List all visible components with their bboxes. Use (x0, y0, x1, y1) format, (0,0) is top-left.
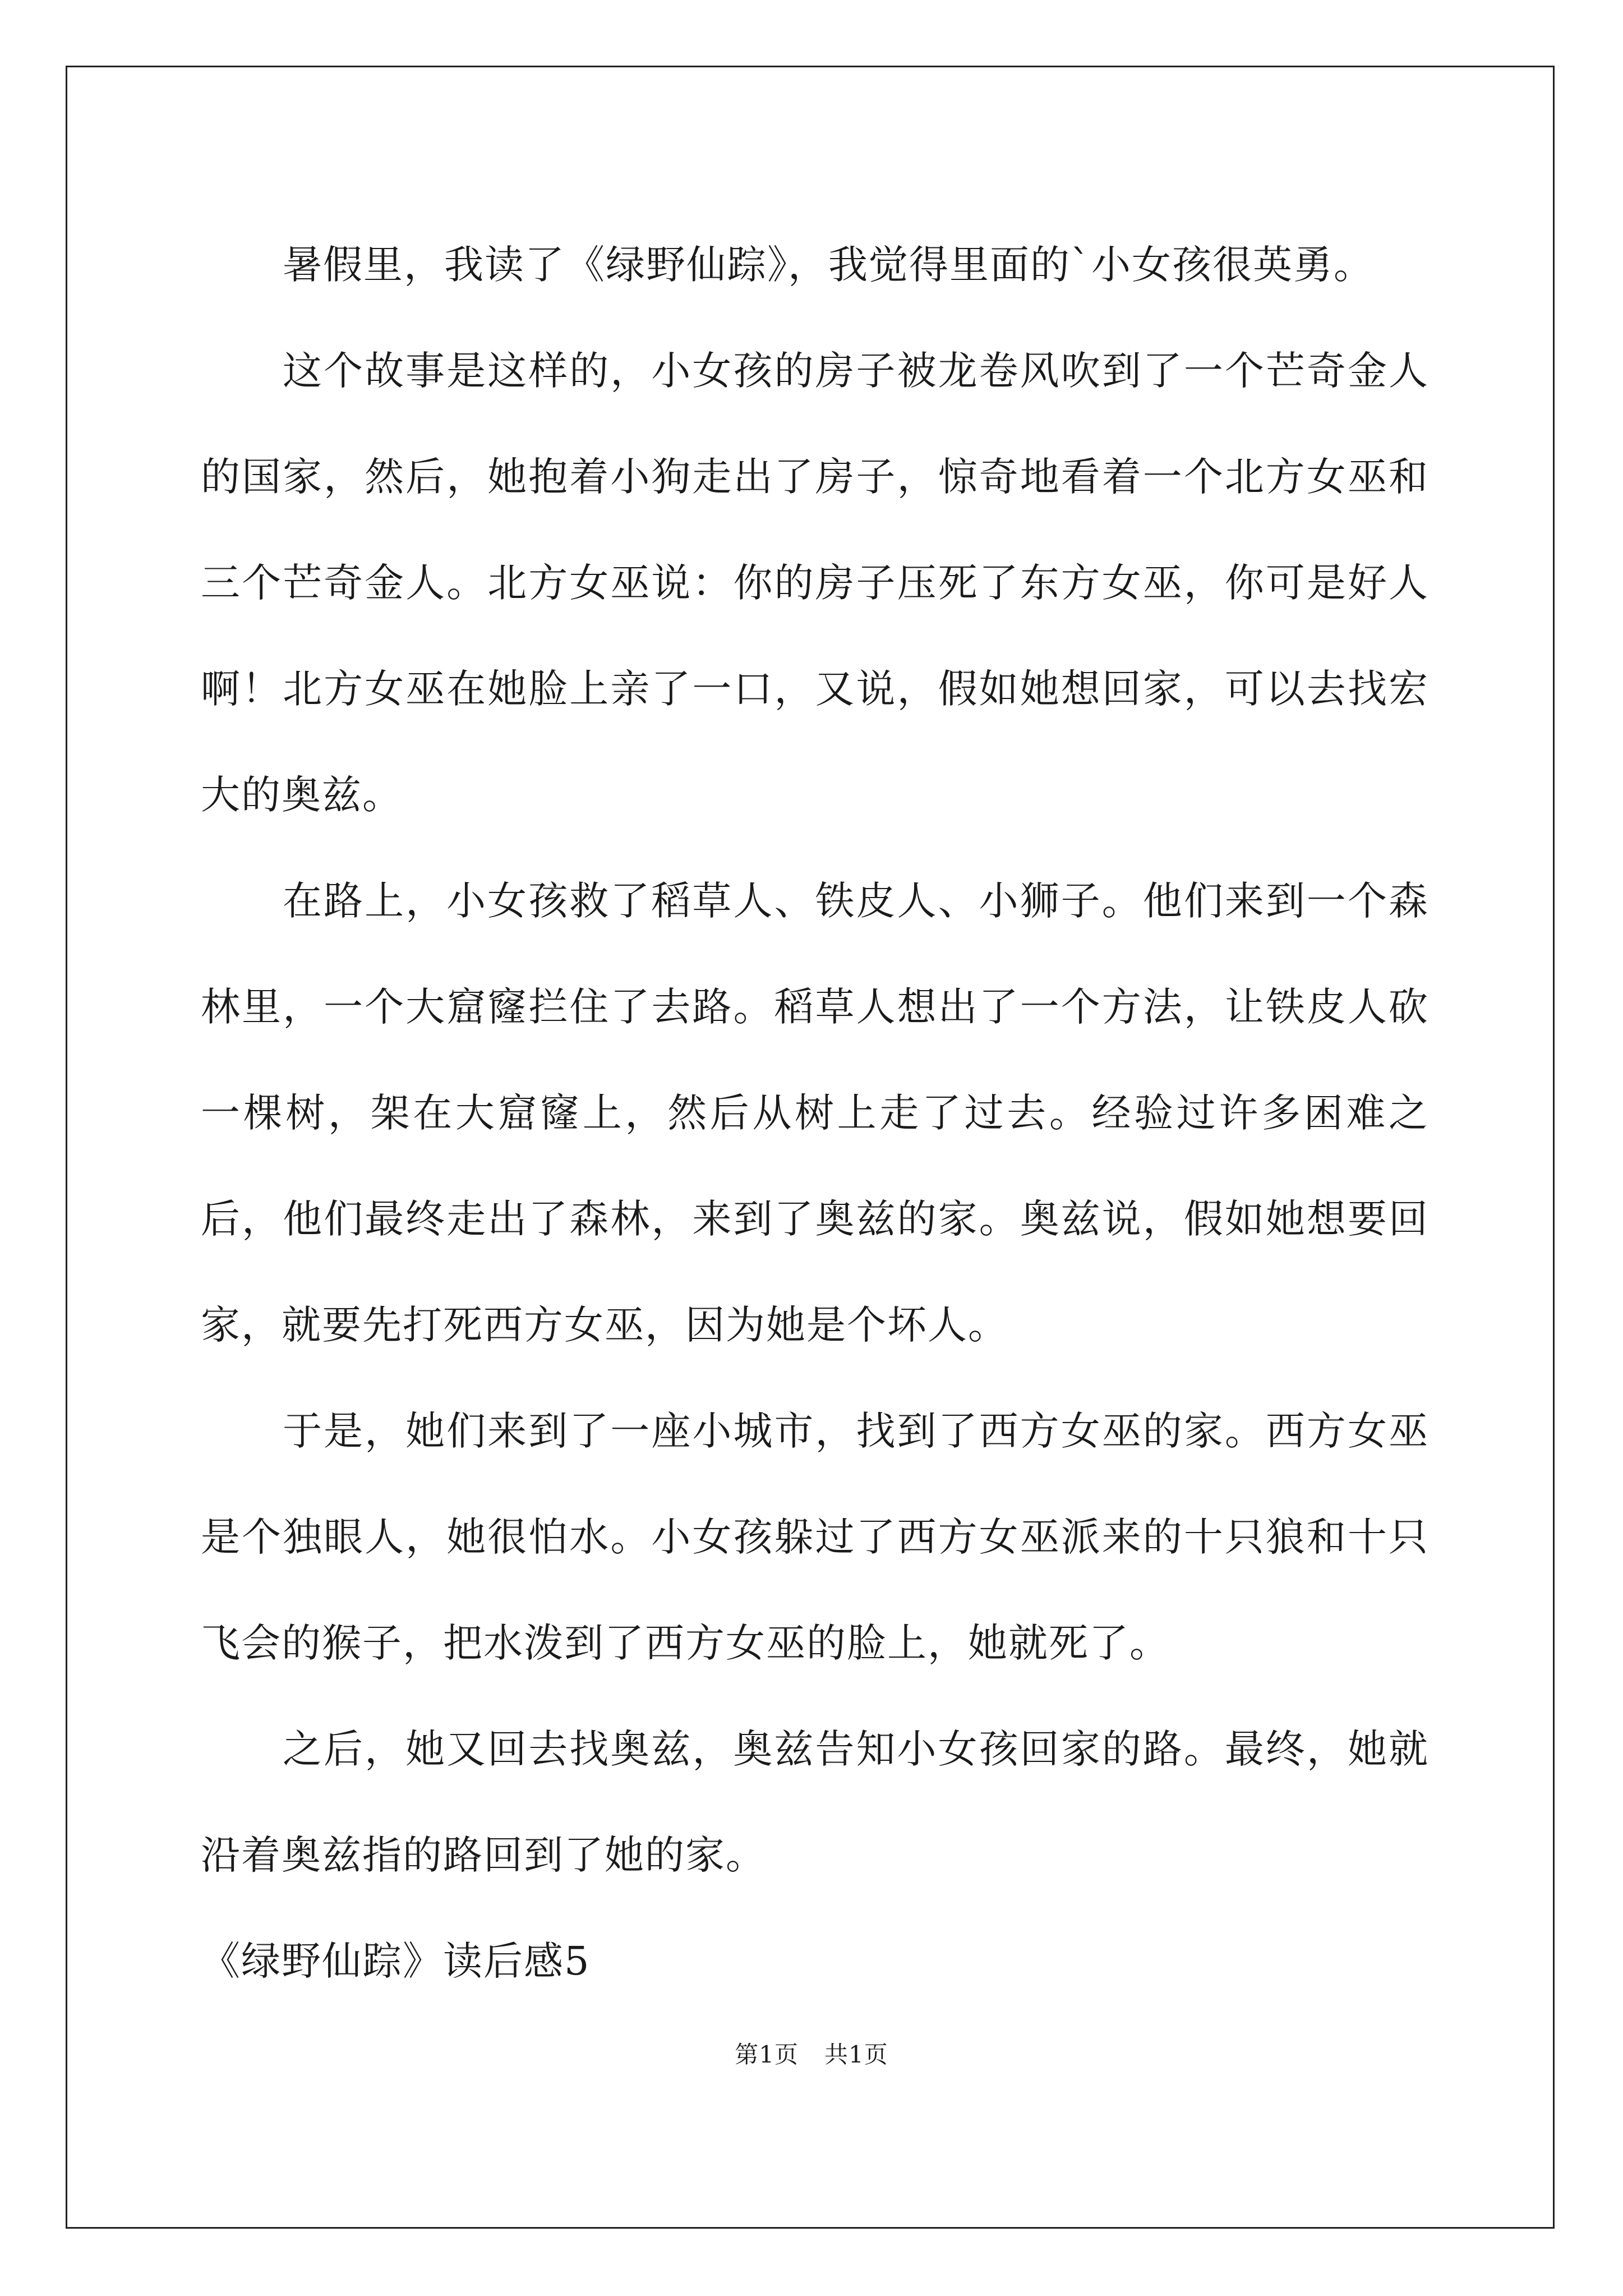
paragraph-1: 暑假里，我读了《绿野仙踪》，我觉得里面的`小女孩很英勇。 (283, 242, 1374, 288)
document-body (201, 212, 1429, 2014)
paragraph-4: 于是，她们来到了一座小城市，找到了西方女巫的家。西方女巫是个独眼人，她很怕水。小女孩躲过了西方女巫派来的十只狼和十只飞会的猴子，把水泼到了西方女巫的脸上，她就死了。 (201, 1408, 1429, 1666)
next-section-heading: 《绿野仙踪》读后感5 (201, 1938, 591, 1984)
paragraph-3: 在路上，小女孩救了稻草人、铁皮人、小狮子。他们来到一个森林里，一个大窟窿拦住了去路。稻草人想出了一个方法，让铁皮人砍一棵树，架在大窟窿上，然后从树上走了过去。经验过许多困难之后，他们最终走出了森林，来到了奥兹的家。奥兹说，假如她想要回家，就要先打死西方女巫，因为她是个坏人。 (201, 878, 1429, 1348)
page-footer (0, 2036, 1623, 2070)
page-number-total: 共1页 (824, 2041, 888, 2068)
paragraph-2: 这个故事是这样的，小女孩的房子被龙卷风吹到了一个芒奇金人的国家，然后，她抱着小狗走出了房子，惊奇地看着一个北方女巫和三个芒奇金人。北方女巫说：你的房子压死了东方女巫，你可是好人啊！北方女巫在她脸上亲了一口，又说，假如她想回家，可以去找宏大的奥兹。 (201, 348, 1429, 818)
paragraph-5: 之后，她又回去找奥兹，奥兹告知小女孩回家的路。最终，她就沿着奥兹指的路回到了她的家。 (201, 1726, 1429, 1878)
page-number-current: 第1页 (735, 2041, 799, 2068)
